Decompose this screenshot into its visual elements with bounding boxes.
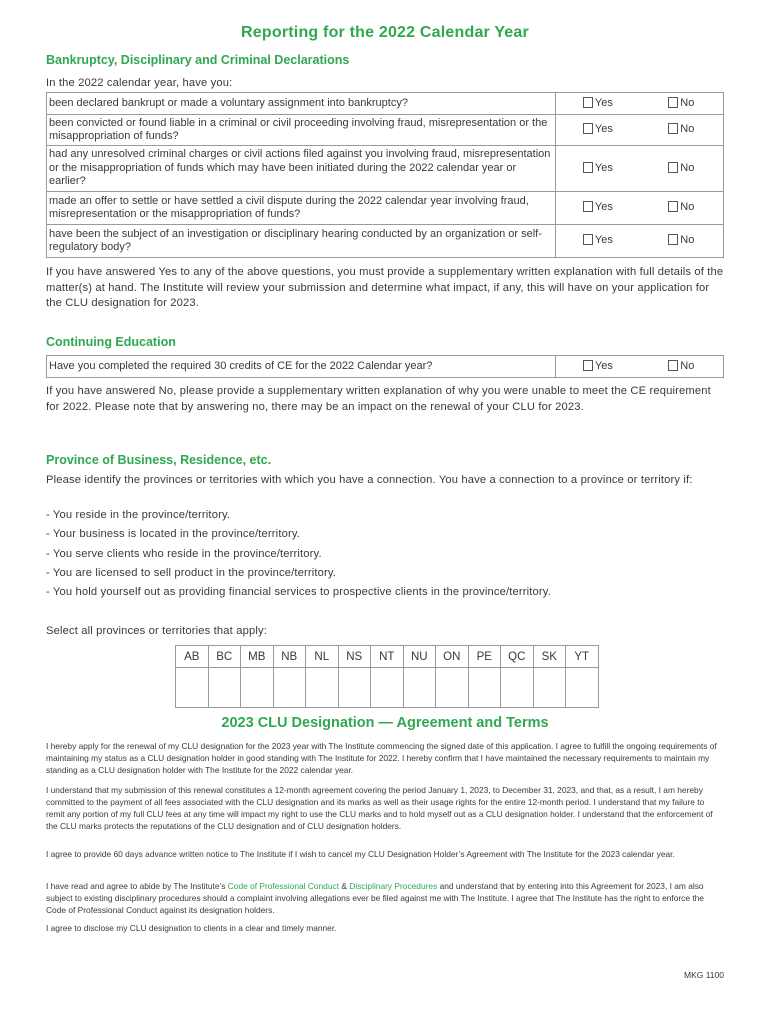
province-code: SK bbox=[533, 646, 566, 668]
yes-checkbox[interactable] bbox=[556, 225, 640, 258]
province-heading: Province of Business, Residence, etc. bbox=[46, 453, 272, 467]
checkbox-icon bbox=[668, 123, 678, 134]
province-checkbox-ns[interactable] bbox=[338, 668, 371, 708]
province-checkbox-sk[interactable] bbox=[533, 668, 566, 708]
checkbox-icon bbox=[583, 234, 593, 245]
question-row bbox=[47, 93, 724, 115]
checkbox-icon bbox=[583, 162, 593, 173]
agreement-paragraph bbox=[46, 880, 724, 916]
no-label: No bbox=[680, 161, 695, 174]
province-code: NB bbox=[273, 646, 306, 668]
yes-label: Yes bbox=[594, 123, 613, 136]
province-intro: Please identify the provinces or territories with which you have a connection. You have a connection to a province or territory if: bbox=[46, 474, 693, 486]
yes-checkbox[interactable] bbox=[556, 192, 640, 225]
declarations-table bbox=[46, 92, 724, 258]
yes-label: Yes bbox=[594, 161, 613, 174]
province-code: NU bbox=[403, 646, 436, 668]
no-checkbox[interactable] bbox=[640, 192, 724, 225]
question-row bbox=[47, 115, 724, 146]
checkbox-icon bbox=[668, 97, 678, 108]
yes-label: Yes bbox=[594, 234, 613, 247]
province-code: AB bbox=[176, 646, 209, 668]
no-checkbox[interactable] bbox=[640, 225, 724, 258]
province-checkbox-nl[interactable] bbox=[306, 668, 339, 708]
agreement-text: & bbox=[339, 881, 350, 891]
province-code: PE bbox=[468, 646, 501, 668]
province-bullet: - Your business is located in the province/territory. bbox=[46, 528, 300, 540]
bankruptcy-intro: In the 2022 calendar year, have you: bbox=[46, 77, 233, 89]
checkbox-icon bbox=[583, 97, 593, 108]
yes-checkbox[interactable] bbox=[556, 356, 640, 378]
checkbox-icon bbox=[583, 201, 593, 212]
yes-checkbox[interactable] bbox=[556, 146, 640, 192]
yes-label: Yes bbox=[594, 201, 613, 214]
province-checkbox-nt[interactable] bbox=[371, 668, 404, 708]
no-label: No bbox=[680, 234, 695, 247]
question-text: been declared bankrupt or made a voluntary assignment into bankruptcy? bbox=[47, 93, 556, 115]
select-provinces-label: Select all provinces or territories that apply: bbox=[46, 625, 267, 637]
checkbox-icon bbox=[668, 162, 678, 173]
ce-table bbox=[46, 355, 724, 378]
question-row bbox=[47, 192, 724, 225]
question-text: had any unresolved criminal charges or civil actions filed against you involving fraud, misrepresentation or the misappropriation of funds which may have been initiated during the 2022 calendar year or earlier? bbox=[47, 146, 556, 192]
checkbox-icon bbox=[668, 234, 678, 245]
question-text: Have you completed the required 30 credits of CE for the 2022 Calendar year? bbox=[47, 356, 556, 378]
checkbox-icon bbox=[583, 123, 593, 134]
province-bullet: - You reside in the province/territory. bbox=[46, 509, 231, 521]
question-text: have been the subject of an investigation or disciplinary hearing conducted by an organization or self-regulatory body? bbox=[47, 225, 556, 258]
province-checkbox-yt[interactable] bbox=[566, 668, 599, 708]
page-title: Reporting for the 2022 Calendar Year bbox=[241, 24, 529, 41]
bankruptcy-heading: Bankruptcy, Disciplinary and Criminal Declarations bbox=[46, 53, 350, 67]
province-checkbox-bc[interactable] bbox=[208, 668, 241, 708]
yes-label: Yes bbox=[594, 359, 613, 372]
agreement-paragraph: I agree to provide 60 days advance written notice to The Institute if I wish to cancel my CLU Designation Holder’s Agreement with The Institute for the 2023 calendar year. bbox=[46, 849, 675, 859]
province-bullet: - You hold yourself out as providing financial services to prospective clients in the province/territory. bbox=[46, 586, 551, 598]
province-code: NT bbox=[371, 646, 404, 668]
no-label: No bbox=[680, 359, 695, 372]
province-code: BC bbox=[208, 646, 241, 668]
agreement-paragraph: I hereby apply for the renewal of my CLU designation for the 2023 year with The Institute commencing the signed date of this application. I agree to fulfill the ongoing requirements of maintaining my status as a CLU designation holder in good standing with The Institute for 2022. I hereby confirm that I have maintained the necessary requirements to maintain my standing as a CLU designation holder with The Institute for the 2022 calendar year. bbox=[46, 741, 717, 775]
province-checkbox-qc[interactable] bbox=[501, 668, 534, 708]
no-label: No bbox=[680, 201, 695, 214]
question-text: been convicted or found liable in a criminal or civil proceeding involving fraud, misrepresentation or the misappropriation of funds? bbox=[47, 115, 556, 146]
province-checkbox-nb[interactable] bbox=[273, 668, 306, 708]
yes-label: Yes bbox=[594, 96, 613, 109]
province-code: YT bbox=[566, 646, 599, 668]
no-label: No bbox=[680, 96, 695, 109]
form-code: MKG 1100 bbox=[683, 970, 724, 980]
checkbox-icon bbox=[583, 360, 593, 371]
agreement-paragraph: I agree to disclose my CLU designation to clients in a clear and timely manner. bbox=[46, 923, 337, 933]
province-checkbox-on[interactable] bbox=[436, 668, 469, 708]
question-text: made an offer to settle or have settled a civil dispute during the 2022 calendar year involving fraud, misrepresentation or the misappropriation of funds? bbox=[47, 192, 556, 225]
province-code: ON bbox=[436, 646, 469, 668]
no-label: No bbox=[680, 123, 695, 136]
question-row bbox=[47, 356, 724, 378]
bankruptcy-note: If you have answered Yes to any of the above questions, you must provide a supplementary written explanation with full details of the matter(s) at hand. The Institute will review your submission and determine what impact, if any, this will have on your application for the CLU designation for 2023. bbox=[46, 266, 724, 309]
provinces-table bbox=[175, 645, 599, 708]
province-bullet: - You are licensed to sell product in the province/territory. bbox=[46, 567, 337, 579]
ce-note: If you have answered No, please provide a supplementary written explanation of why you were unable to meet the CE requirement for 2022. Please note that by answering no, there may be an impact on the renewal of your CLU for 2023. bbox=[46, 385, 711, 413]
code-of-conduct-link[interactable]: Code of Professional Conduct bbox=[227, 881, 340, 891]
no-checkbox[interactable] bbox=[640, 146, 724, 192]
checkbox-icon bbox=[668, 201, 678, 212]
province-code: NL bbox=[306, 646, 339, 668]
checkbox-icon bbox=[668, 360, 678, 371]
agreement-heading: 2023 CLU Designation — Agreement and Terms bbox=[221, 715, 549, 731]
province-checkbox-mb[interactable] bbox=[241, 668, 274, 708]
no-checkbox[interactable] bbox=[640, 115, 724, 146]
question-row bbox=[47, 146, 724, 192]
province-checkbox-nu[interactable] bbox=[403, 668, 436, 708]
disciplinary-procedures-link[interactable]: Disciplinary Procedures bbox=[349, 881, 438, 891]
yes-checkbox[interactable] bbox=[556, 115, 640, 146]
question-row bbox=[47, 225, 724, 258]
agreement-text: I have read and agree to abide by The Institute’s bbox=[46, 881, 228, 891]
agreement-text: and understand that by entering into this Agreement for 2023, I am also subject to existing disciplinary procedures should a complaint involving allegations ever be filed against me with The Institute. I agree that The Institute has the right to enforce the Code of Professional Conduct against its designation holders. bbox=[46, 881, 704, 915]
province-checkbox-pe[interactable] bbox=[468, 668, 501, 708]
agreement-paragraph: I understand that my submission of this renewal constitutes a 12-month agreement covering the period January 1, 2023, to December 31, 2023, and that, as a result, I am hereby committed to the payment of all fees associated with the CLU designation and its marks as well as their usage rights for the entire 12-month period. I understand that my failure to remit any portion of my full CLU fees at any time will impact my right to use the CLU marks and to hold myself out as a CLU designation holder. I understand that the enforcement of the CLU marks protects the reputations of the CLU designation and of CLU designation holders. bbox=[46, 785, 713, 831]
no-checkbox[interactable] bbox=[640, 93, 724, 115]
province-code: NS bbox=[338, 646, 371, 668]
ce-heading: Continuing Education bbox=[46, 335, 176, 349]
province-checkbox-ab[interactable] bbox=[176, 668, 209, 708]
yes-checkbox[interactable] bbox=[556, 93, 640, 115]
no-checkbox[interactable] bbox=[640, 356, 724, 378]
province-code: QC bbox=[501, 646, 534, 668]
province-code: MB bbox=[241, 646, 274, 668]
province-bullet: - You serve clients who reside in the province/territory. bbox=[46, 548, 322, 560]
